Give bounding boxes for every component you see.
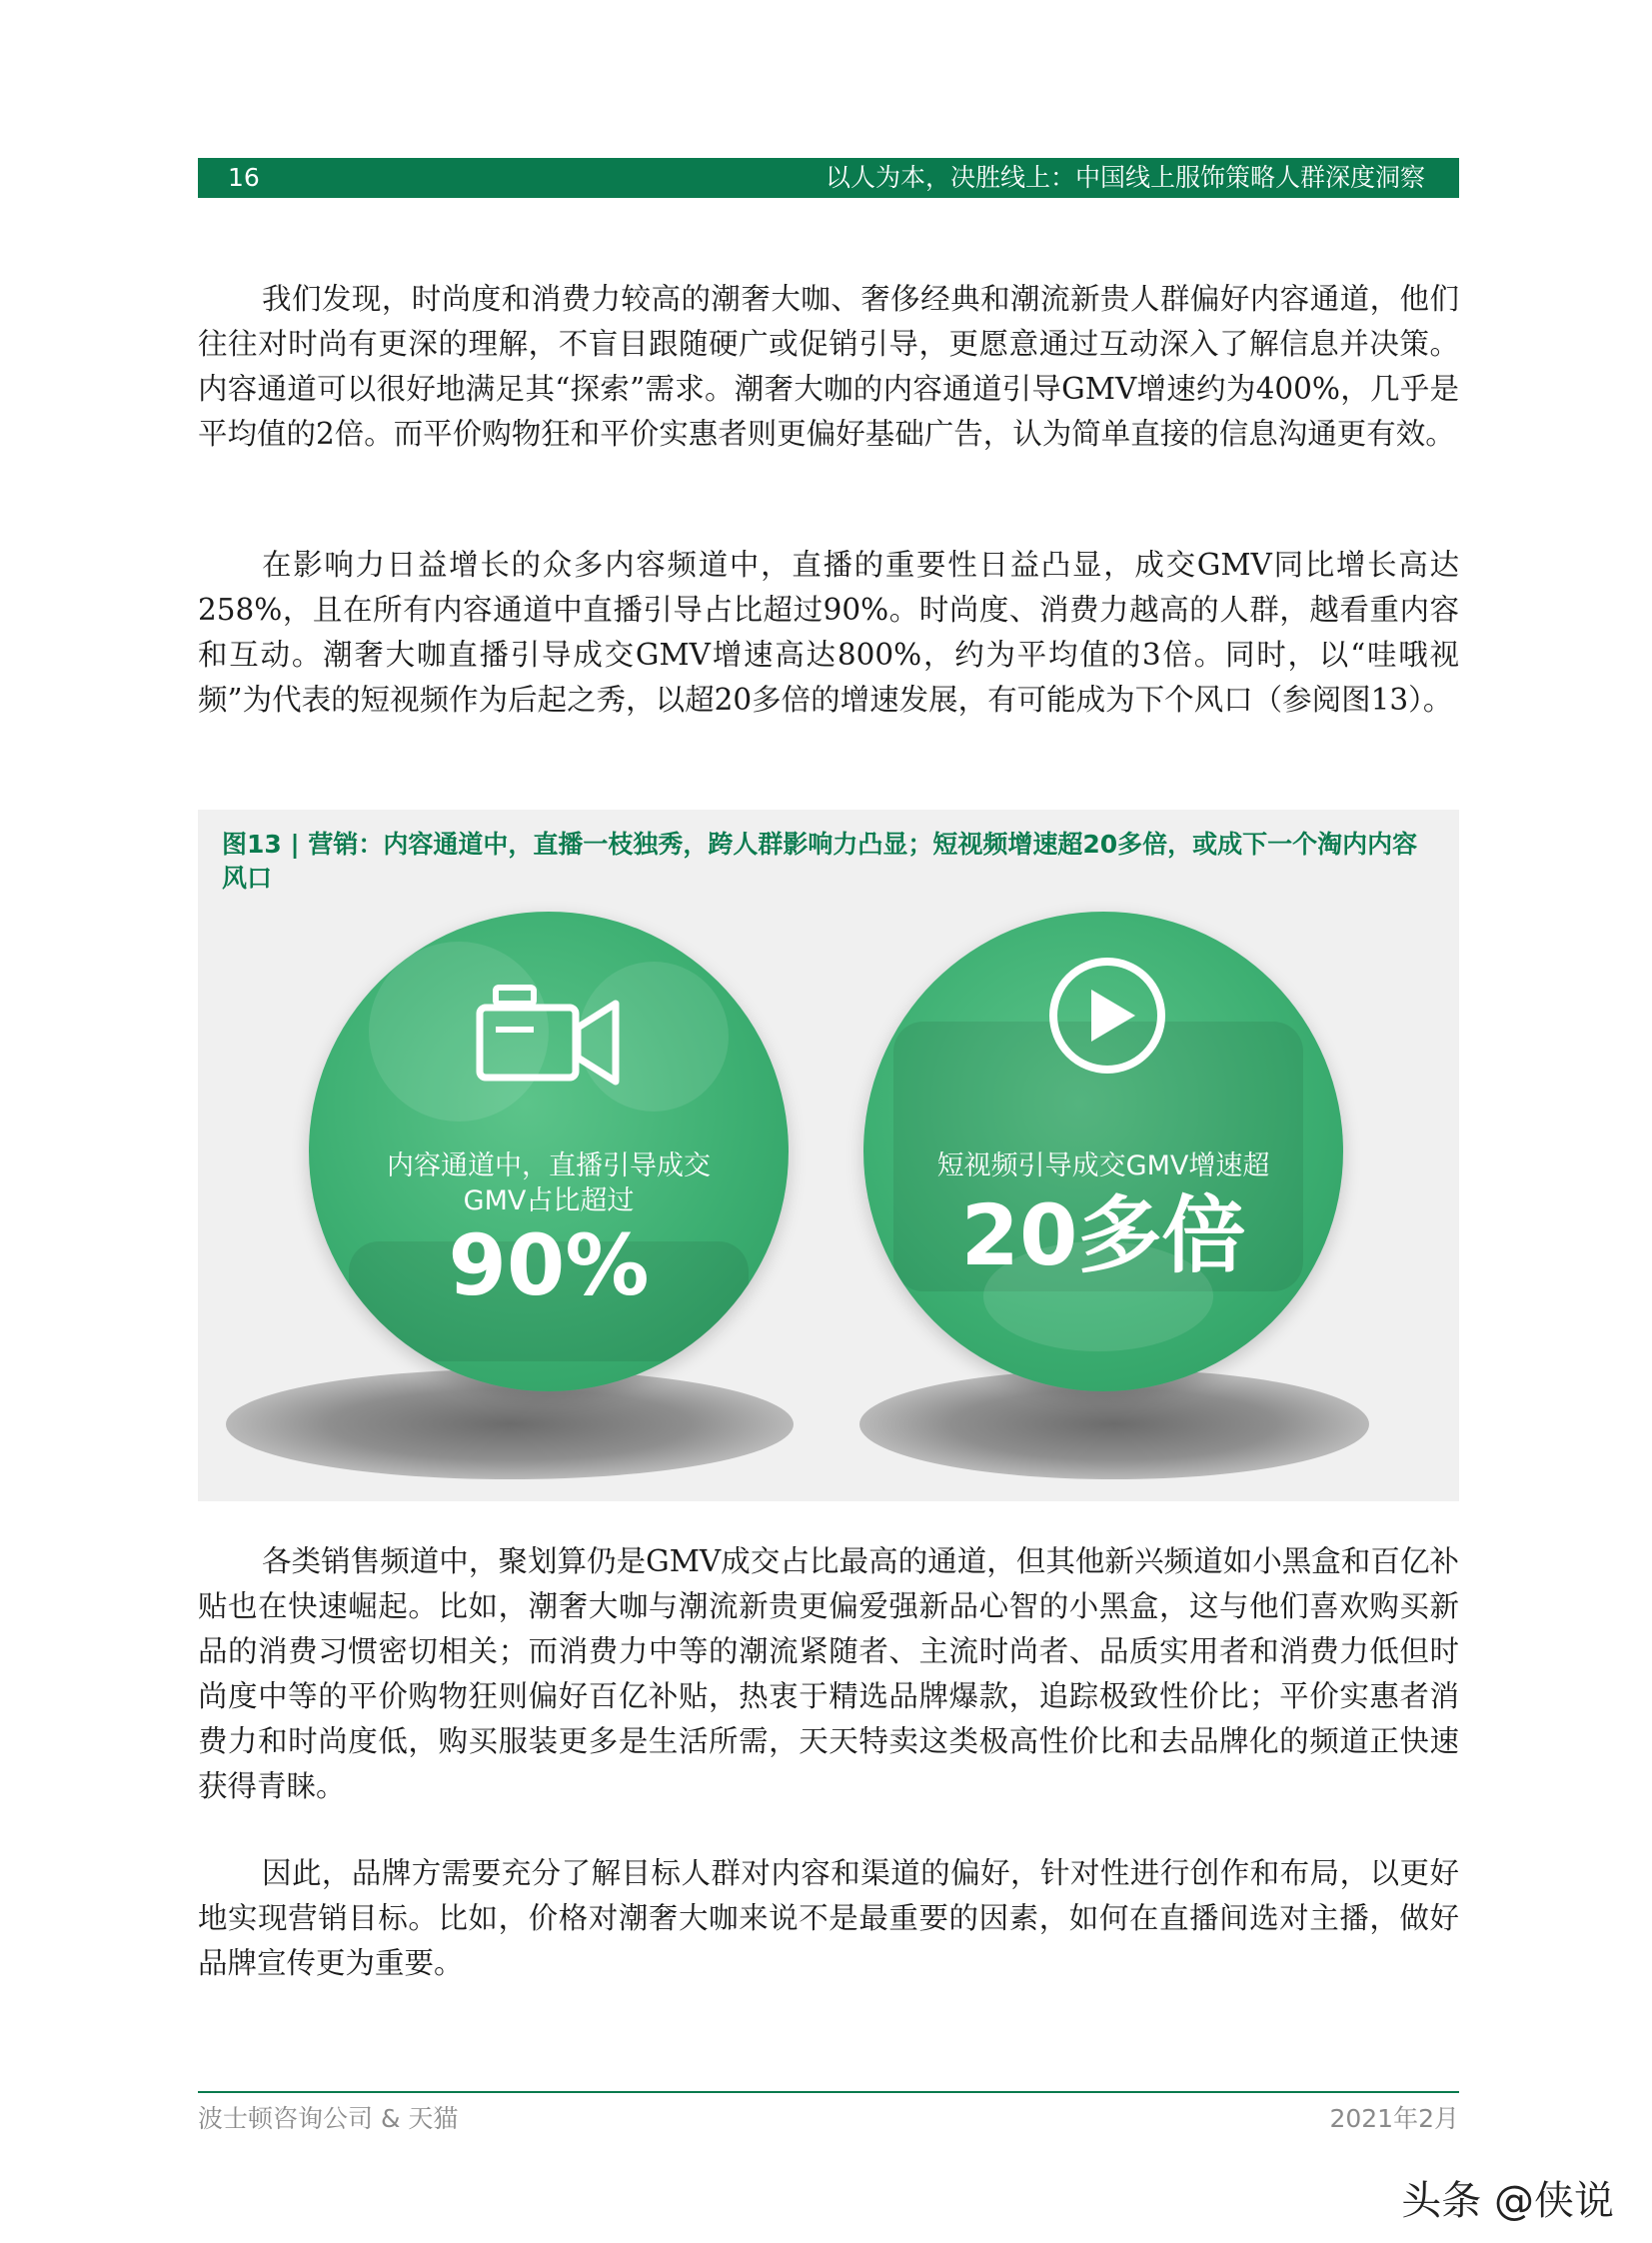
livestream-stat-circle [309, 912, 789, 1391]
watermark: 头条 @侠说 [1401, 2178, 1614, 2224]
short-video-stat-value: 20多倍 [960, 1186, 1246, 1284]
figure-title: 图13 | 营销：内容通道中，直播一枝独秀，跨人群影响力凸显；短视频增速超20多倍，或成下一个淘内内容风口 [222, 830, 1418, 893]
footer-date: 2021年2月 [1329, 2104, 1459, 2133]
short-video-stat-label: 短视频引导成交GMV增速超 [936, 1150, 1270, 1181]
short-video-stat-circle [863, 912, 1343, 1391]
report-title: 以人为本，决胜线上：中国线上服饰策略人群深度洞察 [825, 163, 1425, 192]
figure-13 [198, 810, 1459, 1501]
livestream-stat-value: 90% [448, 1216, 650, 1314]
video-camera-icon [474, 984, 624, 1094]
paragraph-2: 在影响力日益增长的众多内容频道中，直播的重要性日益凸显，成交GMV同比增长高达258%，且在所有内容通道中直播引导占比超过90%。时尚度、消费力越高的人群，越看重内容和互动。潮奢大咖直播引导成交GMV增速高达800%，约为平均值的3倍。同时，以“哇哦视频”为代表的短视频作为后起之秀，以超20多倍的增速发展，有可能成为下个风口（参阅图13）。 [198, 548, 1459, 717]
page-header [198, 158, 1459, 198]
paragraph-3: 各类销售频道中，聚划算仍是GMV成交占比最高的通道，但其他新兴频道如小黑盒和百亿补贴也在快速崛起。比如，潮奢大咖与潮流新贵更偏爱强新品心智的小黑盒，这与他们喜欢购买新品的消费习惯密切相关；而消费力中等的潮流紧随者、主流时尚者、品质实用者和消费力低但时尚度中等的平价购物狂则偏好百亿补贴，热衷于精选品牌爆款，追踪极致性价比；平价实惠者消费力和时尚度低，购买服装更多是生活所需，天天特卖这类极高性价比和去品牌化的频道正快速获得青睐。 [198, 1544, 1459, 1803]
livestream-stat-label: 内容通道中，直播引导成交 [387, 1150, 711, 1181]
page-number: 16 [228, 163, 260, 192]
play-button-icon [1045, 954, 1169, 1078]
livestream-stat-label-2: GMV占比超过 [463, 1185, 635, 1216]
paragraph-1: 我们发现，时尚度和消费力较高的潮奢大咖、奢侈经典和潮流新贵人群偏好内容通道，他们往往对时尚有更深的理解，不盲目跟随硬广或促销引导，更愿意通过互动深入了解信息并决策。内容通道可以很好地满足其“探索”需求。潮奢大咖的内容通道引导GMV增速约为400%，几乎是平均值的2倍。而平价购物狂和平价实惠者则更偏好基础广告，认为简单直接的信息沟通更有效。 [198, 282, 1459, 451]
footer-publisher: 波士顿咨询公司 & 天猫 [198, 2104, 459, 2133]
footer-divider [198, 2091, 1459, 2093]
paragraph-4: 因此，品牌方需要充分了解目标人群对内容和渠道的偏好，针对性进行创作和布局，以更好地实现营销目标。比如，价格对潮奢大咖来说不是最重要的因素，如何在直播间选对主播，做好品牌宣传更为重要。 [198, 1856, 1459, 1980]
